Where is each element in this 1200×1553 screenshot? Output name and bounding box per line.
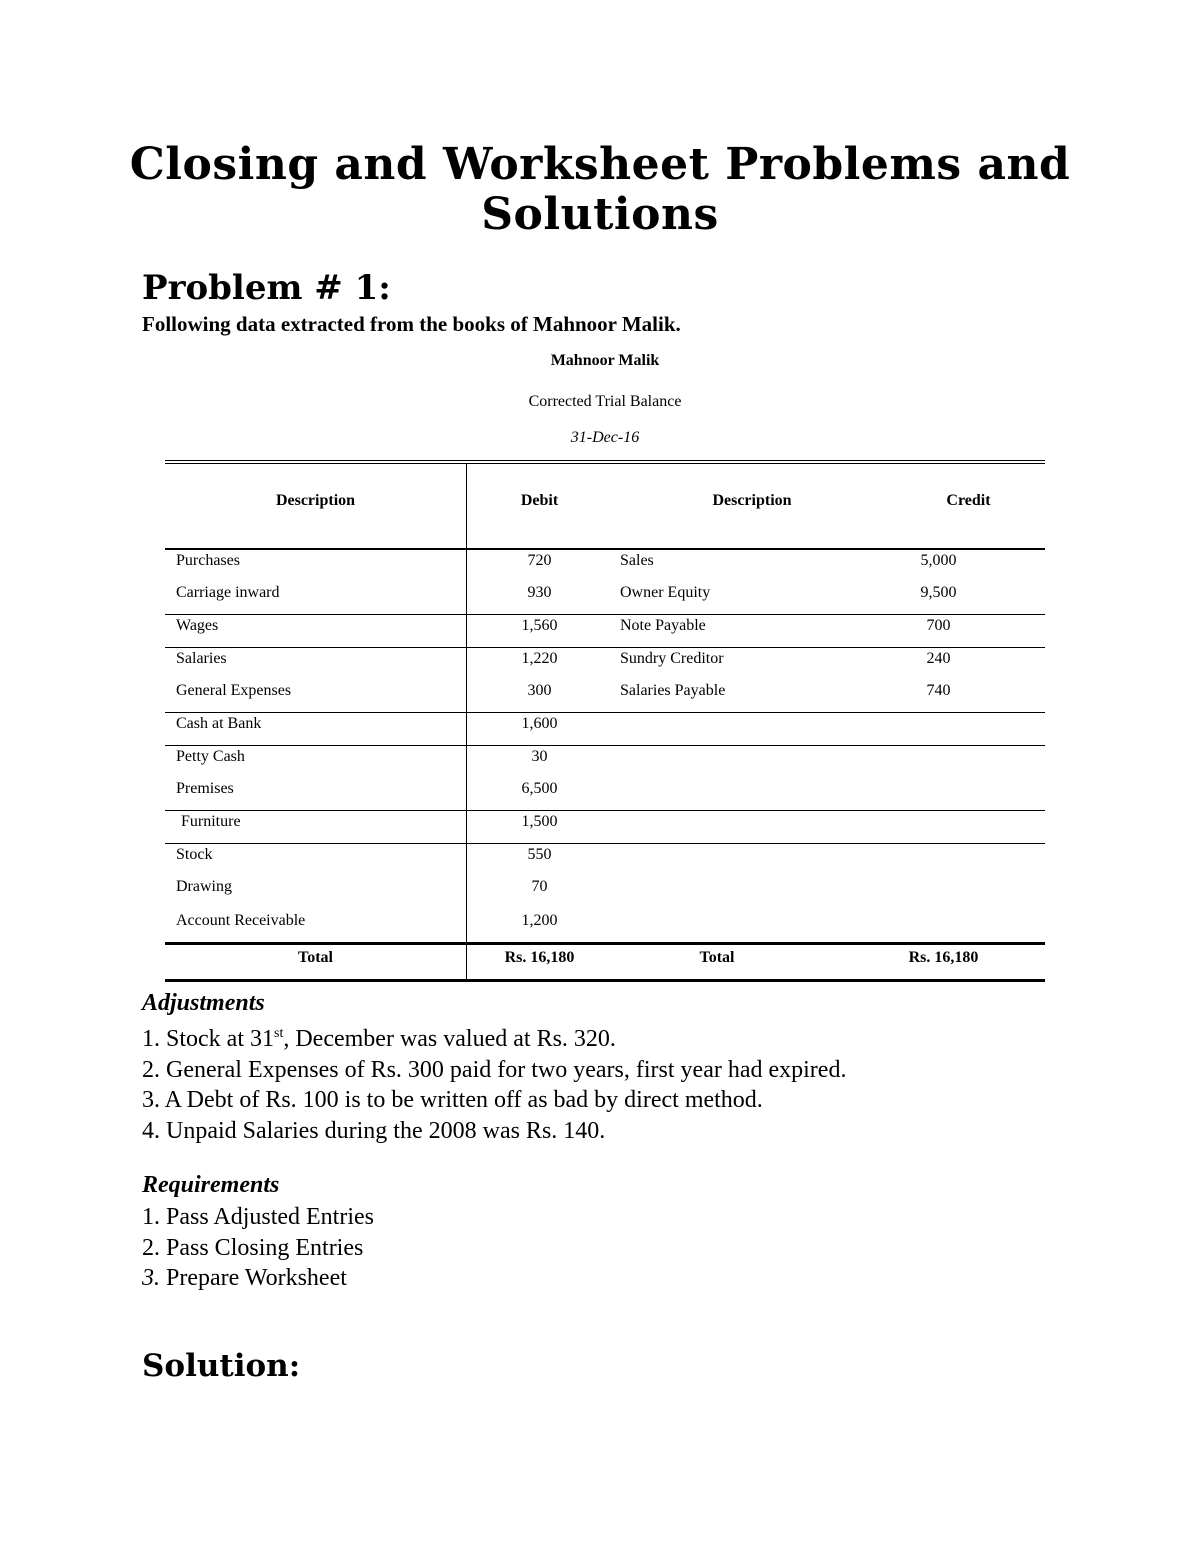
requirement-3-number: 3. [142, 1265, 160, 1291]
row-debit-description: Purchases [165, 550, 467, 582]
row-debit-description: Petty Cash [165, 746, 467, 778]
table-row [165, 582, 1045, 615]
header-credit: Credit [946, 492, 991, 509]
row-credit-amount [812, 844, 1045, 876]
row-credit-amount [812, 876, 1045, 910]
row-debit-amount: 70 [531, 878, 548, 895]
table-row [165, 550, 1045, 582]
total-debit: Rs. 16,180 [504, 949, 575, 966]
trial-balance-name: Mahnoor Malik [550, 352, 660, 369]
row-debit-description: General Expenses [165, 680, 467, 712]
row-debit-amount: 720 [527, 552, 552, 569]
row-credit-amount: 9,500 [920, 584, 957, 601]
title-line-1: Closing and Worksheet Problems and [129, 139, 1071, 190]
list-item: 2. Pass Closing Entries [142, 1234, 364, 1261]
row-debit-description: Drawing [165, 876, 467, 910]
row-credit-description [612, 876, 812, 910]
document-title [0, 140, 1200, 240]
row-credit-amount: 700 [926, 617, 951, 634]
row-debit-description: Carriage inward [165, 582, 467, 614]
list-item: 2. General Expenses of Rs. 300 paid for two years, first year had expired. [142, 1056, 847, 1083]
trial-balance-date: 31-Dec-16 [570, 429, 640, 446]
total-right-label: Total [699, 949, 735, 966]
row-debit-amount: 1,200 [521, 912, 558, 929]
table-row [165, 680, 1045, 713]
row-debit-amount: 1,560 [521, 617, 558, 634]
row-debit-amount: 1,220 [521, 650, 558, 667]
row-credit-amount [812, 811, 1045, 843]
row-debit-description: Account Receivable [165, 910, 467, 942]
list-item [142, 1263, 374, 1294]
row-credit-description [612, 844, 812, 876]
row-credit-description: Owner Equity [620, 584, 711, 601]
row-credit-amount [812, 910, 1045, 942]
table-row [165, 876, 1045, 910]
row-credit-description: Salaries Payable [620, 682, 726, 699]
row-debit-description: Stock [165, 844, 467, 876]
table-row [165, 778, 1045, 811]
header-debit-description: Description [165, 464, 467, 548]
row-credit-description: Sundry Creditor [620, 650, 724, 667]
table-row [165, 844, 1045, 876]
header-credit-description: Description [712, 492, 792, 509]
requirements-heading: Requirements [142, 1172, 280, 1198]
adjustment-1-text-end: , December was valued at Rs. 320. [283, 1026, 616, 1052]
list-item [142, 1019, 846, 1055]
total-left-label: Total [165, 945, 467, 979]
trial-balance-subtitle: Corrected Trial Balance [528, 393, 682, 410]
row-debit-amount: 930 [527, 584, 552, 601]
row-debit-amount: 30 [531, 748, 548, 765]
adjustment-1-text: 1. Stock at 31 [142, 1026, 274, 1052]
intro-text: Following data extracted from the books of Mahnoor Malik. [142, 312, 681, 336]
list-item: 3. A Debt of Rs. 100 is to be written off as bad by direct method. [142, 1087, 763, 1113]
total-credit: Rs. 16,180 [908, 949, 979, 966]
row-debit-description: Furniture [165, 811, 467, 843]
table-header-row [165, 464, 1045, 550]
row-credit-description [612, 811, 812, 843]
row-debit-description: Cash at Bank [165, 713, 467, 745]
problem-heading: Problem # 1: [142, 268, 391, 308]
row-debit-amount: 1,500 [521, 813, 558, 830]
row-credit-description [612, 778, 812, 810]
requirements-list [142, 1202, 374, 1294]
row-credit-amount [812, 778, 1045, 810]
table-row [165, 713, 1045, 746]
row-credit-description [612, 746, 812, 778]
adjustments-heading: Adjustments [142, 990, 265, 1016]
row-credit-description [612, 713, 812, 745]
row-debit-description: Wages [165, 615, 467, 647]
header-debit: Debit [520, 492, 559, 509]
row-debit-amount: 6,500 [521, 780, 558, 797]
adjustments-list [142, 1019, 846, 1146]
row-debit-description: Salaries [165, 648, 467, 680]
list-item: 1. Pass Adjusted Entries [142, 1204, 374, 1230]
table-row [165, 615, 1045, 648]
table-total-row [165, 942, 1045, 982]
table-row [165, 910, 1045, 942]
row-credit-amount [812, 713, 1045, 745]
title-line-2: Solutions [481, 189, 719, 240]
row-credit-amount: 5,000 [920, 552, 957, 569]
row-debit-amount: 1,600 [521, 715, 558, 732]
row-credit-description: Note Payable [620, 617, 706, 634]
solution-heading: Solution: [142, 1348, 301, 1384]
row-credit-description: Sales [620, 552, 654, 569]
table-row [165, 811, 1045, 844]
table-row [165, 648, 1045, 680]
list-item: 4. Unpaid Salaries during the 2008 was Rs. 140. [142, 1117, 606, 1144]
row-debit-description: Premises [165, 778, 467, 810]
row-credit-amount: 240 [926, 650, 951, 667]
table-row [165, 746, 1045, 778]
row-debit-amount: 300 [527, 682, 552, 699]
row-credit-amount [812, 746, 1045, 778]
trial-balance-table [165, 460, 1045, 982]
row-credit-amount: 740 [926, 682, 951, 699]
row-credit-description [612, 910, 812, 942]
row-debit-amount: 550 [527, 846, 552, 863]
adjustment-1-superscript: st [274, 1026, 284, 1041]
requirement-3-text: Prepare Worksheet [160, 1265, 347, 1291]
